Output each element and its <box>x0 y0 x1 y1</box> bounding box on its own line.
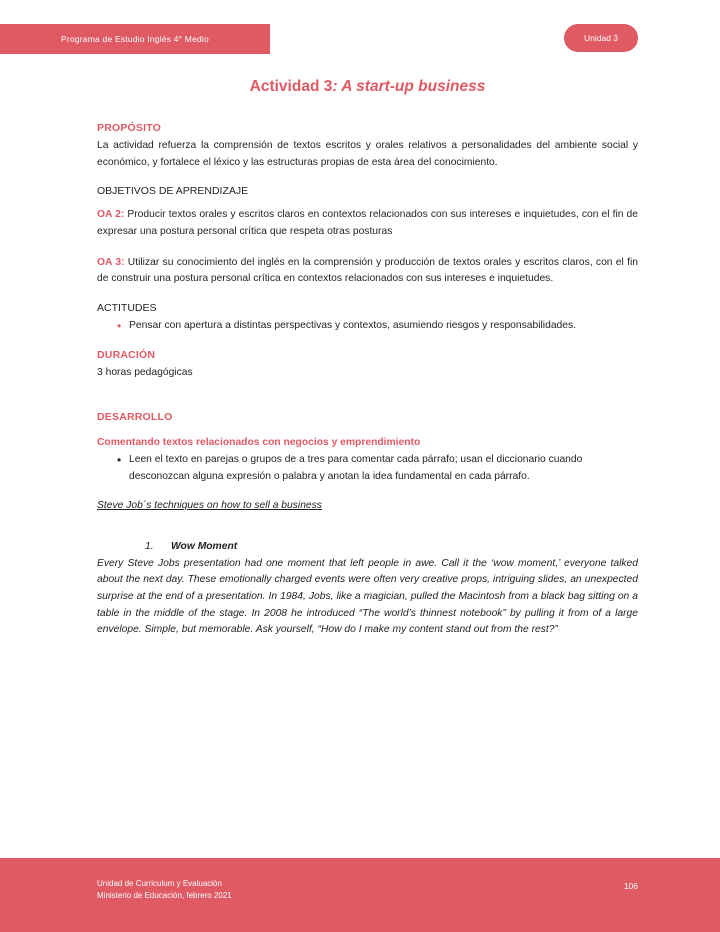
section-heading-duracion: DURACIÓN <box>97 348 156 361</box>
page-title <box>97 78 638 96</box>
reading-title: Steve Job´s techniques on how to sell a business <box>97 499 322 511</box>
oa3-label: OA 3: <box>97 256 125 268</box>
oa2-paragraph <box>97 207 638 240</box>
oa2-label: OA 2: <box>97 209 125 221</box>
oa2-text: Producir textos orales y escritos claros en contextos relacionados con sus intereses e inquietudes, con el fin de expresar una postura personal crítica que respeta otras posturas <box>97 209 638 238</box>
desarrollo-list <box>97 452 638 485</box>
reading-item-title: Wow Moment <box>171 540 238 552</box>
proposito-text: La actividad refuerza la comprensión de textos escritos y orales relativos a personalidades del ambiente social y económico, y fortalece el léxico y las estructuras propias de esta área del conocimiento. <box>97 140 638 168</box>
oa3-paragraph <box>97 255 638 288</box>
reading-body: Every Steve Jobs presentation had one moment that left people in awe. Call it the ‘wow moment,’ everyone talked about the next day. These emotionally charged events were often very creative props, intriguing slides, an unexpected surprise at the end of a presentation. In 1984, Jobs, like a magician, pulled the Macintosh from a black bag sitting on a table in the middle of the stage. In 2008 he introduced “The world’s thinnest notebook” by pulling it from of a large envelope. Simple, but memorable. Ask yourself, “How do I make my content stand out from the rest?” <box>97 557 638 636</box>
unit-badge <box>564 24 638 52</box>
page-title-prefix: Actividad 3 <box>249 78 333 95</box>
spacer <box>97 525 638 541</box>
section-heading-objetivos: OBJETIVOS DE APRENDIZAJE <box>97 185 249 198</box>
reading-item-heading <box>97 541 638 552</box>
unit-badge-label: Unidad 3 <box>583 33 619 43</box>
document-content <box>97 78 638 653</box>
reading-item-number: 1. <box>145 540 154 552</box>
section-heading-desarrollo: DESARROLLO <box>97 411 173 424</box>
oa3-text: Utilizar su conocimiento del inglés en la comprensión y producción de textos orales y escritos claros, con el fin de construir una postura personal crítica en contextos relacionados con sus intereses e inquietudes. <box>97 256 638 285</box>
program-band-label: Programa de Estudio Inglés 4° Medio <box>61 34 209 44</box>
actitudes-list <box>97 318 638 335</box>
desarrollo-subheading: Comentando textos relacionados con negocios y emprendimiento <box>97 437 421 449</box>
page-number: 106 <box>623 881 638 891</box>
footer-line-1: Unidad de Curriculum y Evaluación <box>97 879 222 888</box>
footer-text <box>97 878 232 902</box>
list-item: • Pensar con apertura a distintas perspectivas y contextos, asumiendo riesgos y responsabilidades. <box>117 318 638 335</box>
duracion-text: 3 horas pedagógicas <box>97 366 193 378</box>
section-heading-actitudes: ACTITUDES <box>97 302 157 315</box>
footer-line-2: Ministerio de Educación, febrero 2021 <box>97 891 232 900</box>
section-heading-proposito: PROPÓSITO <box>97 122 162 134</box>
list-item: • Leen el texto en parejas o grupos de a tres para comentar cada párrafo; usan el diccionario cuando desconozcan alguna expresión o palabra y anotan la idea fundamental en cada párrafo. <box>117 452 638 485</box>
spacer <box>97 395 638 411</box>
page-title-rest: : A start-up business <box>332 78 486 95</box>
program-band <box>0 24 270 54</box>
